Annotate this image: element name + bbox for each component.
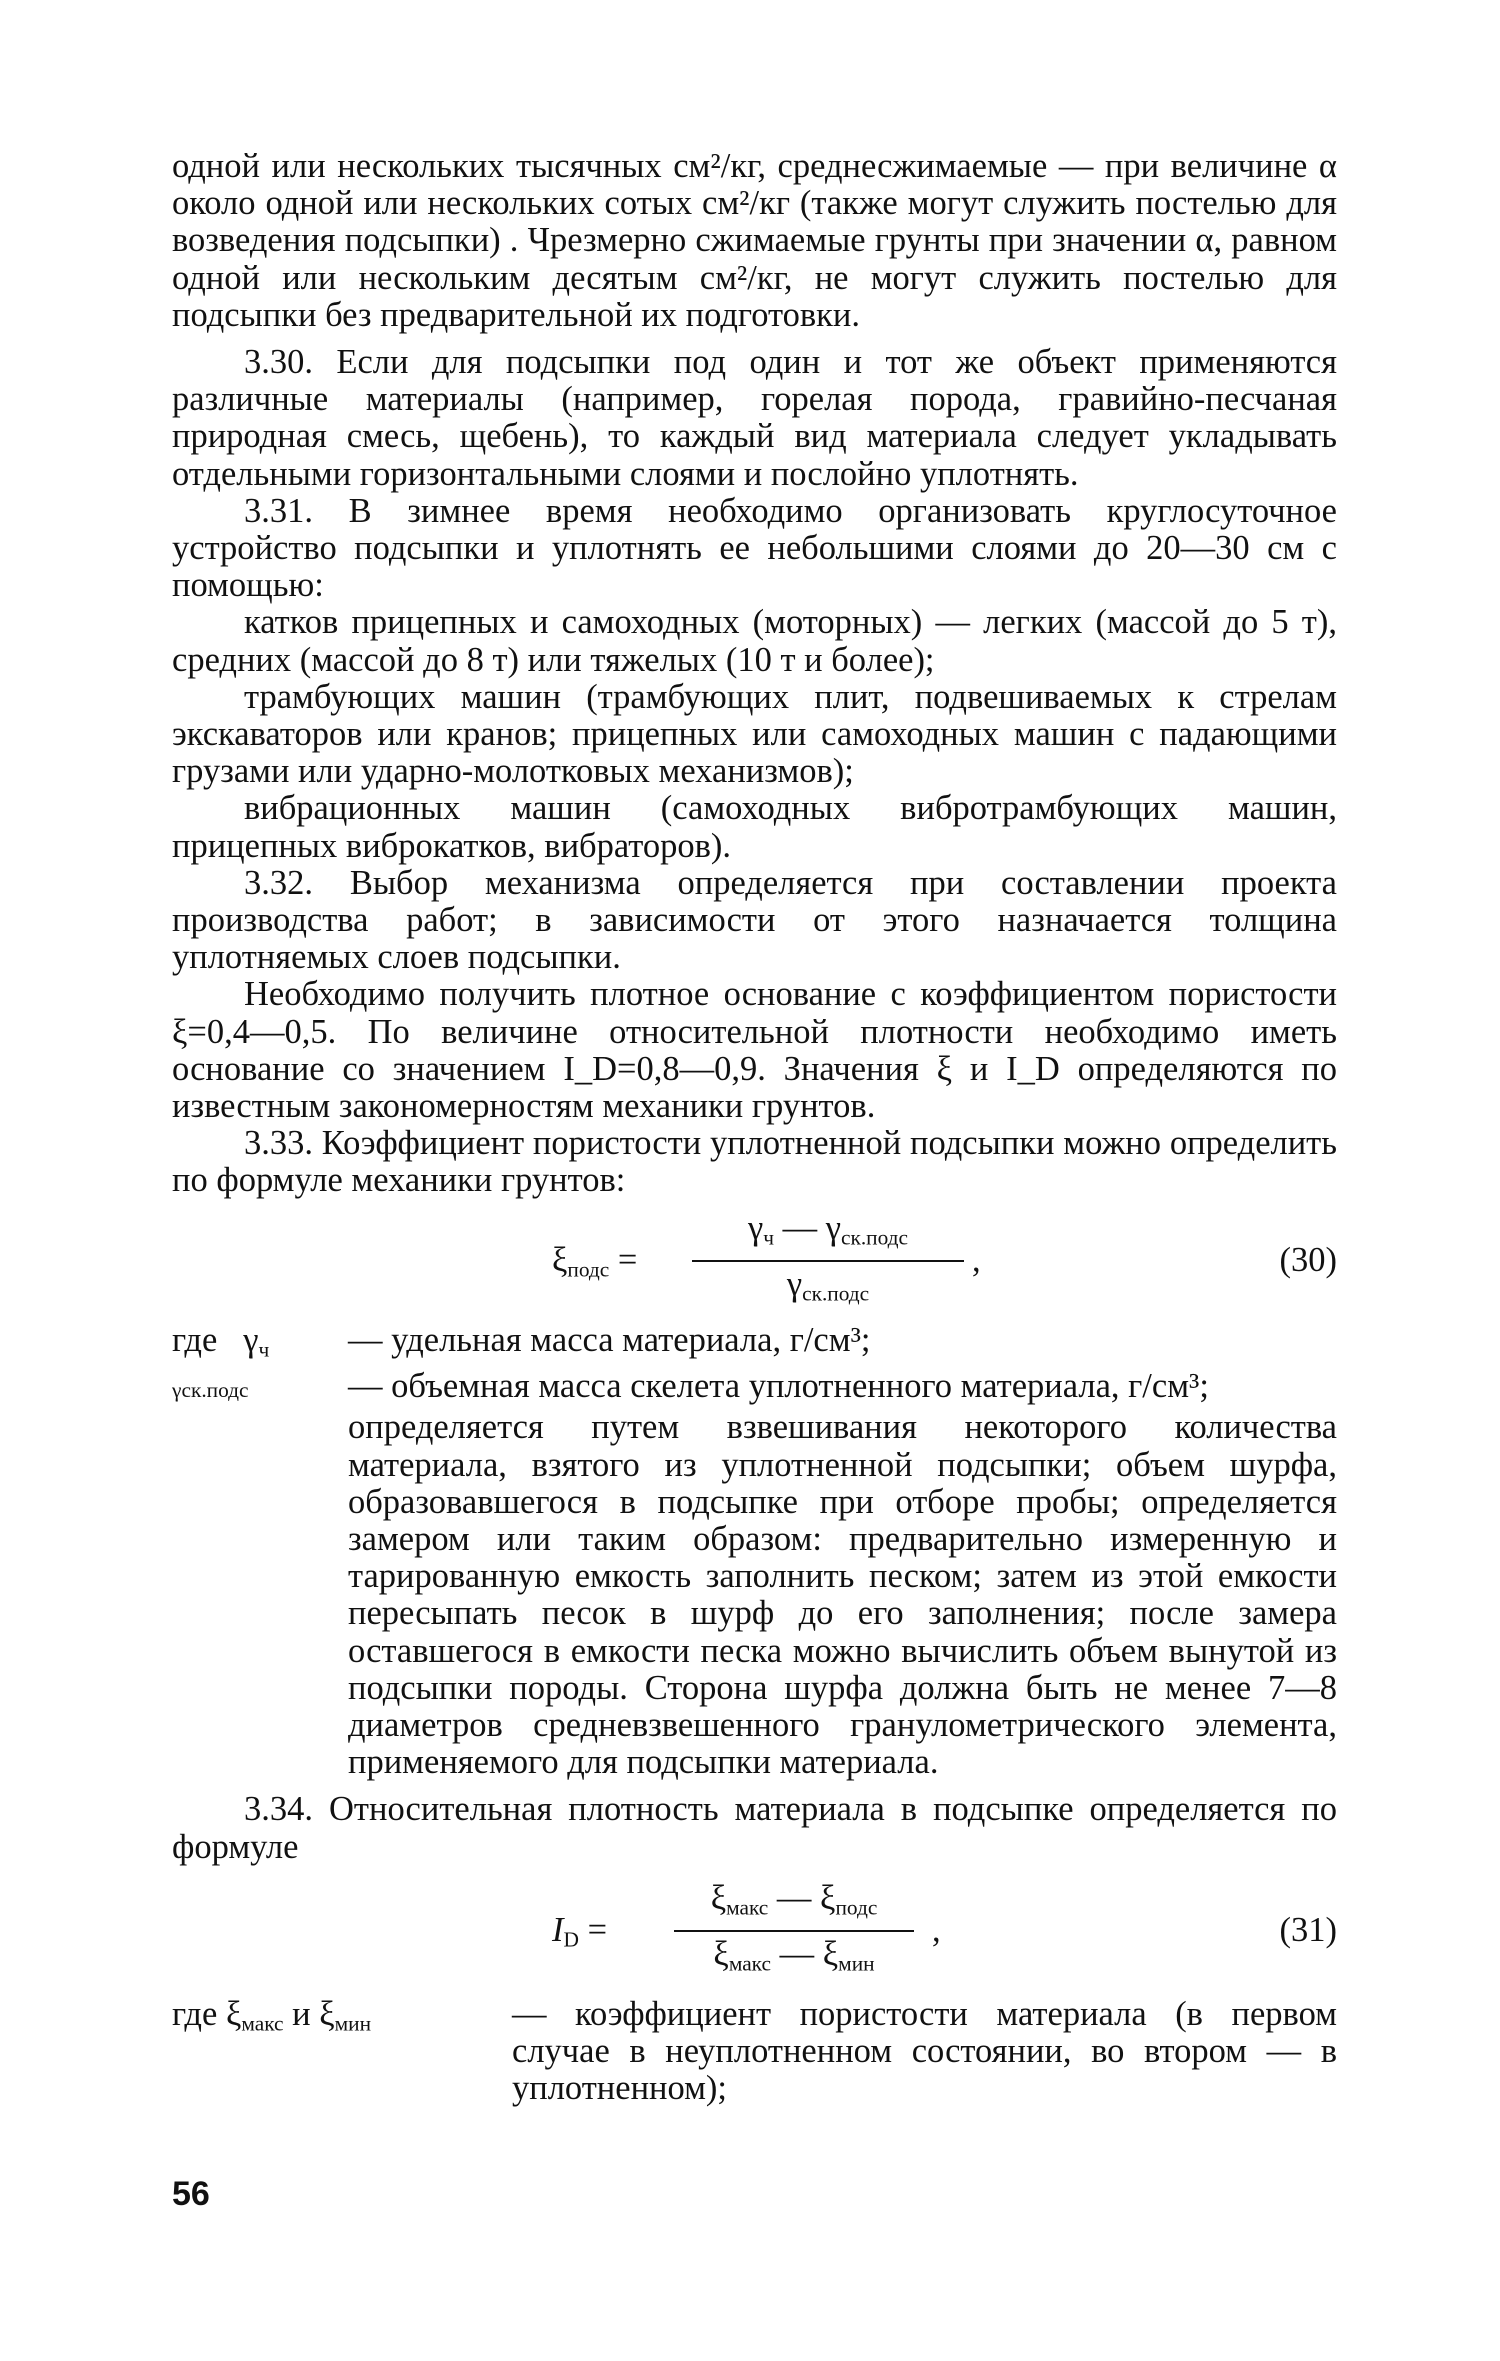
paragraph-continuation: одной или нескольких тысячных см²/кг, среднесжимаемые — при величине α около одной или нескольких сотых см²/кг (также могут служить постелью для возведения подсыпки) . Чрезмерно сжимаемые грунты при значении α, равном одной или нескольким десятым см²/кг, не могут служить постелью для подсыпки без предварительной их подготовки. <box>172 147 1337 334</box>
paragraph-3-32: 3.32. Выбор механизма определяется при составлении проекта производства работ; в зависимости от этого назначается толщина уплотняемых слоев подсыпки. <box>172 863 1337 977</box>
paragraph-porosity: Необходимо получить плотное основание с коэффициентом пористости ξ=0,4—0,5. По величине относительной плотности необходимо иметь основание со значением I_D=0,8—0,9. Значения ξ и I_D определяются по известным закономерностям механики грунтов. <box>172 975 1337 1126</box>
formula-31-denominator: $\xi_{макс}$ — $\xi_{мин}$ <box>713 1935 875 1976</box>
definition-gamma-ch <box>172 1322 1337 1369</box>
paragraph-3-31: 3.31. В зимнее время необходимо организовать круглосуточное устройство подсыпки и уплотнять ее небольшими слоями до 20—30 см с помощью: <box>172 491 1337 605</box>
formula-31-numerator: $\xi_{макс}$ — $\xi_{подс}$ <box>710 1878 878 1920</box>
formula-30-definitions <box>172 1322 1337 1782</box>
formula-31-fraction <box>674 1880 914 1983</box>
definition-xi-text: — коэффициент пористости материала (в первом случае в неуплотненном состоянии, во втором — в уплотненном); <box>512 1994 1337 2108</box>
definition-gamma-sk <box>172 1368 1337 1409</box>
definition-gamma-sk-continued: определяется путем взвешивания некоторого количества материала, взятого из уплотненной подсыпки; объем шурфа, образовавшегося в подсыпке при отборе пробы; определяется замером или таким образом: предварительно измеренную и тарированную емкость заполнить песком; затем из этой емкости пересыпать песок в шурф до его заполнения; после замера оставшегося в емкости песка можно вычислить объем вынутой из подсыпки породы. Сторона шурфа должна быть не менее 7—8 диаметров средневзвешенного гранулометрического элемента, применяемого для подсыпки материала. <box>348 1408 1337 1782</box>
formula-30-comma: , <box>972 1240 981 1279</box>
formula-31 <box>172 1866 1337 1996</box>
list-item-tampers: трамбующих машин (трамбующих плит, подвешиваемых к стрелам экскаваторов или кранов; прицепных или самоходных машин с падающими грузами или ударно-молотковых механизмов); <box>172 677 1337 791</box>
definition-gamma-sk-term: γск.подс <box>172 1378 249 1403</box>
formula-31-definitions <box>172 1996 1337 2108</box>
formula-31-comma: , <box>932 1910 941 1949</box>
list-item-vibrators: вибрационных машин (самоходных вибротрамбующих машин, прицепных виброкатков, вибраторов). <box>172 789 1337 865</box>
page-body <box>172 148 1337 2107</box>
formula-30 <box>172 1200 1337 1322</box>
formula-30-numerator: $\gamma_ч$ — $\gamma_{ск.подс}$ <box>747 1208 909 1250</box>
formula-30-lhs: $\xi_{подс}$ = <box>552 1240 638 1282</box>
definition-xi-terms: где $\xi_{макс}$ и $\xi_{мин}$ <box>172 1994 372 2036</box>
definition-gamma-sk-text: — объемная масса скелета уплотненного материала, г/см³; <box>348 1367 1209 1406</box>
formula-30-fraction <box>692 1210 964 1313</box>
definition-where: где $\gamma_ч$ <box>172 1320 270 1362</box>
formula-30-bar <box>692 1260 964 1262</box>
formula-31-bar <box>674 1930 914 1932</box>
formula-31-number: (31) <box>1279 1910 1337 1949</box>
paragraph-3-30: 3.30. Если для подсыпки под один и тот же объект применяются различные материалы (например, горелая порода, гравийно-песчаная природная смесь, щебень), то каждый вид материала следует укладывать отдельными горизонтальными слоями и послойно уплотнять. <box>172 343 1337 493</box>
formula-31-lhs: $I_D$ = <box>552 1910 608 1952</box>
paragraph-3-34: 3.34. Относительная плотность материала в подсыпке определяется по формуле <box>172 1790 1337 1866</box>
paragraph-3-33: 3.33. Коэффициент пористости уплотненной подсыпки можно определить по формуле механики грунтов: <box>172 1124 1337 1200</box>
formula-30-denominator: $\gamma_{ск.подс}$ <box>786 1265 870 1306</box>
definition-gamma-ch-text: — удельная масса материала, г/см³; <box>348 1320 871 1359</box>
list-item-rollers: катков прицепных и самоходных (моторных) — легких (массой до 5 т), средних (массой до 8 т) или тяжелых (10 т и более); <box>172 603 1337 679</box>
formula-30-number: (30) <box>1279 1240 1337 1279</box>
page-number: 56 <box>172 2175 210 2213</box>
